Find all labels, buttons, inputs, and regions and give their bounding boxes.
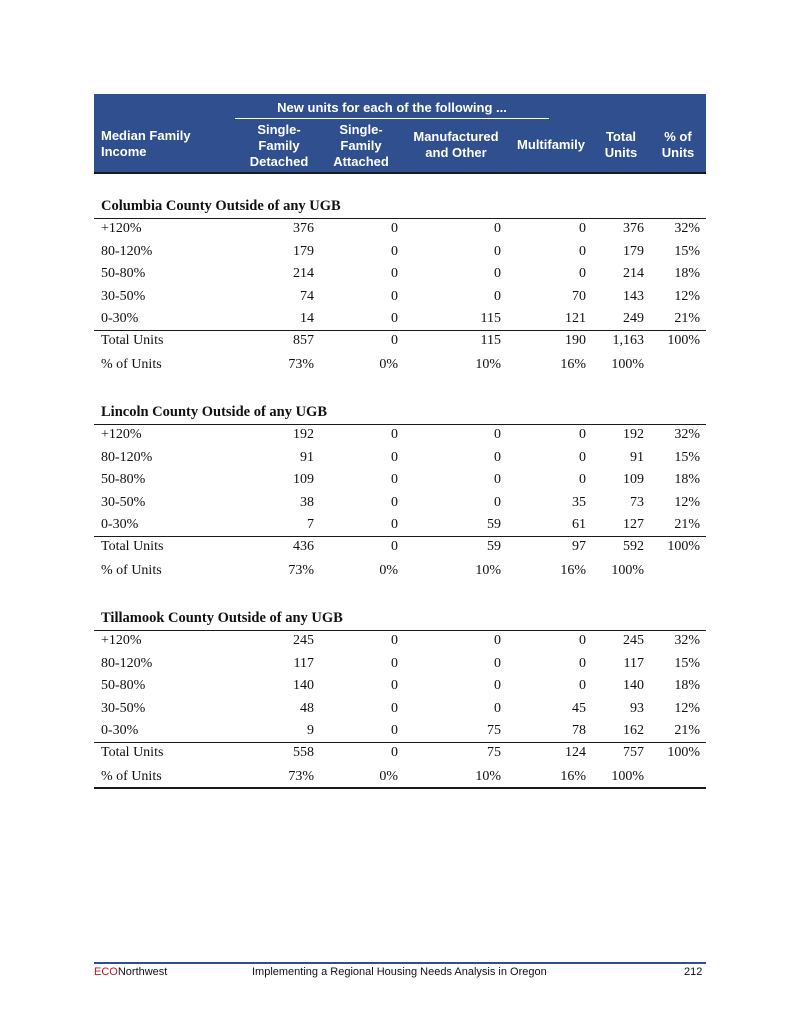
cell-sfa: 0 xyxy=(391,678,398,693)
cell-man: 10% xyxy=(475,769,501,784)
cell-man: 0 xyxy=(494,221,501,236)
header-sfd-line-2: Family xyxy=(258,138,300,153)
row-label: 80-120% xyxy=(101,243,153,259)
footer-brand-northwest: Northwest xyxy=(117,966,168,978)
cell-sfd: 91 xyxy=(300,449,314,465)
cell-mf: 16% xyxy=(560,357,586,372)
cell-sfa: 0 xyxy=(391,311,398,326)
percent-of-units-row xyxy=(94,767,706,789)
cell-sfd: 73% xyxy=(288,357,314,372)
header-span-underline xyxy=(235,118,549,119)
cell-tot: 376 xyxy=(623,221,644,236)
cell-tot: 140 xyxy=(623,678,644,693)
cell-mf: 0 xyxy=(579,655,586,671)
header-pct-line-2: Units xyxy=(661,145,695,160)
cell-sfd: 214 xyxy=(293,266,314,281)
cell-man: 0 xyxy=(494,266,501,281)
cell-sfa: 0 xyxy=(391,633,398,648)
cell-sfa: 0% xyxy=(379,769,398,784)
cell-sfa: 0 xyxy=(391,494,398,510)
cell-sfd: 73% xyxy=(288,563,314,578)
table-header xyxy=(94,94,706,174)
cell-sfd: 558 xyxy=(293,745,314,760)
cell-mf: 0 xyxy=(579,449,586,465)
row-label: 30-50% xyxy=(101,288,146,304)
table-row xyxy=(94,470,706,492)
cell-sfa: 0 xyxy=(391,243,398,259)
cell-pct: 32% xyxy=(674,221,700,236)
cell-sfa: 0 xyxy=(391,288,398,304)
cell-man: 0 xyxy=(494,655,501,671)
header-tot-line-2: Units xyxy=(604,145,638,160)
cell-mf: 45 xyxy=(572,700,586,716)
cell-mf: 78 xyxy=(572,723,586,738)
cell-sfa: 0 xyxy=(391,427,398,442)
cell-tot: 192 xyxy=(623,427,644,442)
header-multifamily xyxy=(511,137,591,153)
row-label: 0-30% xyxy=(101,517,139,532)
header-man-line-1: Manufactured xyxy=(413,129,499,144)
table-row xyxy=(94,264,706,286)
header-income-line-2: Income xyxy=(101,144,147,159)
table-row xyxy=(94,425,706,447)
cell-man: 115 xyxy=(480,311,501,326)
footer-rule xyxy=(94,962,706,964)
header-income-line-1: Median Family xyxy=(101,128,191,143)
total-units-row xyxy=(94,537,706,559)
cell-sfa: 0 xyxy=(391,472,398,487)
cell-man: 75 xyxy=(487,745,501,760)
cell-mf: 0 xyxy=(579,427,586,442)
cell-pct: 12% xyxy=(674,288,700,304)
cell-sfd: 192 xyxy=(293,427,314,442)
cell-pct: 100% xyxy=(667,333,700,348)
header-sfa-line-2: Family xyxy=(340,138,382,153)
section-title: Lincoln County Outside of any UGB xyxy=(101,404,328,420)
table-bottom-rule xyxy=(94,787,706,789)
cell-tot: 1,163 xyxy=(612,333,644,348)
cell-sfd: 14 xyxy=(300,311,314,326)
cell-tot: 100% xyxy=(611,769,644,784)
cell-man: 0 xyxy=(494,472,501,487)
section-title: Tillamook County Outside of any UGB xyxy=(101,610,343,626)
row-label: 0-30% xyxy=(101,311,139,326)
cell-pct: 15% xyxy=(674,655,700,671)
cell-man: 0 xyxy=(494,494,501,510)
cell-tot: 127 xyxy=(623,517,644,532)
cell-tot: 100% xyxy=(611,357,644,372)
header-manufactured-and-other xyxy=(404,129,508,161)
cell-mf: 61 xyxy=(572,517,586,532)
cell-sfa: 0 xyxy=(391,449,398,465)
cell-mf: 190 xyxy=(565,333,586,348)
cell-sfd: 376 xyxy=(293,221,314,236)
row-label: 50-80% xyxy=(101,472,146,487)
cell-pct: 18% xyxy=(674,472,700,487)
cell-mf: 0 xyxy=(579,678,586,693)
header-percent-of-units xyxy=(654,129,702,161)
cell-pct: 12% xyxy=(674,700,700,716)
cell-sfa: 0 xyxy=(391,745,398,760)
cell-tot: 73 xyxy=(630,494,644,510)
cell-sfa: 0 xyxy=(391,266,398,281)
cell-sfa: 0 xyxy=(391,700,398,716)
header-tot-line-1: Total xyxy=(605,129,637,144)
row-label: +120% xyxy=(101,633,142,648)
table-row xyxy=(94,309,706,331)
cell-tot: 109 xyxy=(623,472,644,487)
percent-of-units-row xyxy=(94,561,706,583)
cell-tot: 592 xyxy=(623,539,644,554)
section-lincoln-county xyxy=(94,404,706,586)
cell-sfa: 0 xyxy=(391,723,398,738)
table-row xyxy=(94,699,706,721)
cell-sfd: 74 xyxy=(300,288,314,304)
cell-sfd: 109 xyxy=(293,472,314,487)
footer-brand xyxy=(94,966,167,978)
section-title: Columbia County Outside of any UGB xyxy=(101,198,341,214)
cell-sfa: 0 xyxy=(391,655,398,671)
cell-tot: 179 xyxy=(623,243,644,259)
row-label: 80-120% xyxy=(101,449,153,465)
header-span-title: New units for each of the following ... xyxy=(277,100,507,115)
cell-sfd: 48 xyxy=(300,700,314,716)
cell-sfa: 0 xyxy=(391,517,398,532)
cell-pct: 32% xyxy=(674,427,700,442)
row-label: 50-80% xyxy=(101,678,146,693)
row-label: Total Units xyxy=(101,745,164,760)
cell-tot: 143 xyxy=(623,288,644,304)
percent-of-units-row xyxy=(94,355,706,377)
cell-tot: 757 xyxy=(623,745,644,760)
cell-tot: 214 xyxy=(623,266,644,281)
header-pct-line-1: % of xyxy=(664,129,692,144)
header-mf-label: Multifamily xyxy=(517,137,585,152)
cell-mf: 0 xyxy=(579,266,586,281)
cell-man: 0 xyxy=(494,243,501,259)
cell-pct: 15% xyxy=(674,243,700,259)
table-row xyxy=(94,676,706,698)
cell-sfa: 0% xyxy=(379,357,398,372)
header-sfd-line-1: Single- xyxy=(257,122,301,137)
cell-man: 0 xyxy=(494,449,501,465)
cell-sfd: 140 xyxy=(293,678,314,693)
row-label: 30-50% xyxy=(101,494,146,510)
cell-sfd: 38 xyxy=(300,494,314,510)
cell-pct: 12% xyxy=(674,494,700,510)
row-label: 30-50% xyxy=(101,700,146,716)
header-man-line-2: and Other xyxy=(425,145,487,160)
cell-pct: 21% xyxy=(674,723,700,738)
table-row xyxy=(94,493,706,515)
cell-sfd: 179 xyxy=(293,243,314,259)
cell-mf: 0 xyxy=(579,243,586,259)
table-row xyxy=(94,287,706,309)
cell-sfd: 117 xyxy=(293,655,314,671)
header-bottom-rule xyxy=(94,172,706,174)
cell-man: 0 xyxy=(494,678,501,693)
cell-pct: 100% xyxy=(667,745,700,760)
cell-man: 0 xyxy=(494,288,501,304)
row-label: Total Units xyxy=(101,333,164,348)
row-label: +120% xyxy=(101,427,142,442)
cell-man: 10% xyxy=(475,357,501,372)
footer-brand-eco: ECO xyxy=(94,966,118,978)
cell-mf: 16% xyxy=(560,769,586,784)
cell-sfd: 436 xyxy=(293,539,314,554)
header-single-family-attached xyxy=(326,122,396,170)
cell-mf: 16% xyxy=(560,563,586,578)
total-units-row xyxy=(94,331,706,353)
header-total-units xyxy=(596,129,646,161)
header-sfa-line-3: Attached xyxy=(333,154,389,169)
cell-man: 0 xyxy=(494,633,501,648)
cell-man: 0 xyxy=(494,700,501,716)
row-label: % of Units xyxy=(101,769,162,784)
header-single-family-detached xyxy=(239,122,319,170)
cell-man: 115 xyxy=(480,333,501,348)
cell-man: 59 xyxy=(487,517,501,532)
cell-sfd: 73% xyxy=(288,769,314,784)
cell-man: 0 xyxy=(494,427,501,442)
cell-man: 10% xyxy=(475,563,501,578)
table-row xyxy=(94,515,706,537)
row-label: % of Units xyxy=(101,563,162,578)
cell-pct: 21% xyxy=(674,517,700,532)
cell-mf: 97 xyxy=(572,539,586,554)
cell-sfd: 7 xyxy=(307,517,314,532)
total-units-row xyxy=(94,743,706,765)
cell-mf: 121 xyxy=(565,311,586,326)
section-tillamook-county xyxy=(94,610,706,792)
table-row xyxy=(94,242,706,264)
cell-mf: 0 xyxy=(579,633,586,648)
cell-tot: 100% xyxy=(611,563,644,578)
cell-tot: 93 xyxy=(630,700,644,716)
cell-mf: 124 xyxy=(565,745,586,760)
cell-man: 75 xyxy=(487,723,501,738)
cell-man: 59 xyxy=(487,539,501,554)
section-columbia-county xyxy=(94,198,706,380)
cell-pct: 32% xyxy=(674,633,700,648)
cell-tot: 117 xyxy=(623,655,644,671)
cell-sfd: 245 xyxy=(293,633,314,648)
table-row xyxy=(94,654,706,676)
cell-tot: 245 xyxy=(623,633,644,648)
table-row xyxy=(94,448,706,470)
table-row xyxy=(94,721,706,743)
row-label: 50-80% xyxy=(101,266,146,281)
table-row xyxy=(94,219,706,241)
cell-tot: 91 xyxy=(630,449,644,465)
footer-document-title: Implementing a Regional Housing Needs Analysis in Oregon xyxy=(252,966,547,978)
row-label: Total Units xyxy=(101,539,164,554)
cell-mf: 0 xyxy=(579,472,586,487)
cell-mf: 70 xyxy=(572,288,586,304)
cell-sfa: 0 xyxy=(391,539,398,554)
cell-sfa: 0% xyxy=(379,563,398,578)
header-sfd-line-3: Detached xyxy=(249,154,309,169)
cell-pct: 100% xyxy=(667,539,700,554)
cell-sfd: 857 xyxy=(293,333,314,348)
row-label: 80-120% xyxy=(101,655,153,671)
cell-mf: 35 xyxy=(572,494,586,510)
footer-page-number: 212 xyxy=(684,966,703,978)
header-median-family-income xyxy=(101,128,191,160)
header-sfa-line-1: Single- xyxy=(339,122,383,137)
cell-mf: 0 xyxy=(579,221,586,236)
cell-pct: 21% xyxy=(674,311,700,326)
row-label: % of Units xyxy=(101,357,162,372)
table-row xyxy=(94,631,706,653)
cell-tot: 249 xyxy=(623,311,644,326)
cell-pct: 15% xyxy=(674,449,700,465)
cell-sfd: 9 xyxy=(307,723,314,738)
row-label: +120% xyxy=(101,221,142,236)
row-label: 0-30% xyxy=(101,723,139,738)
cell-sfa: 0 xyxy=(391,333,398,348)
cell-pct: 18% xyxy=(674,678,700,693)
cell-pct: 18% xyxy=(674,266,700,281)
cell-tot: 162 xyxy=(623,723,644,738)
cell-sfa: 0 xyxy=(391,221,398,236)
